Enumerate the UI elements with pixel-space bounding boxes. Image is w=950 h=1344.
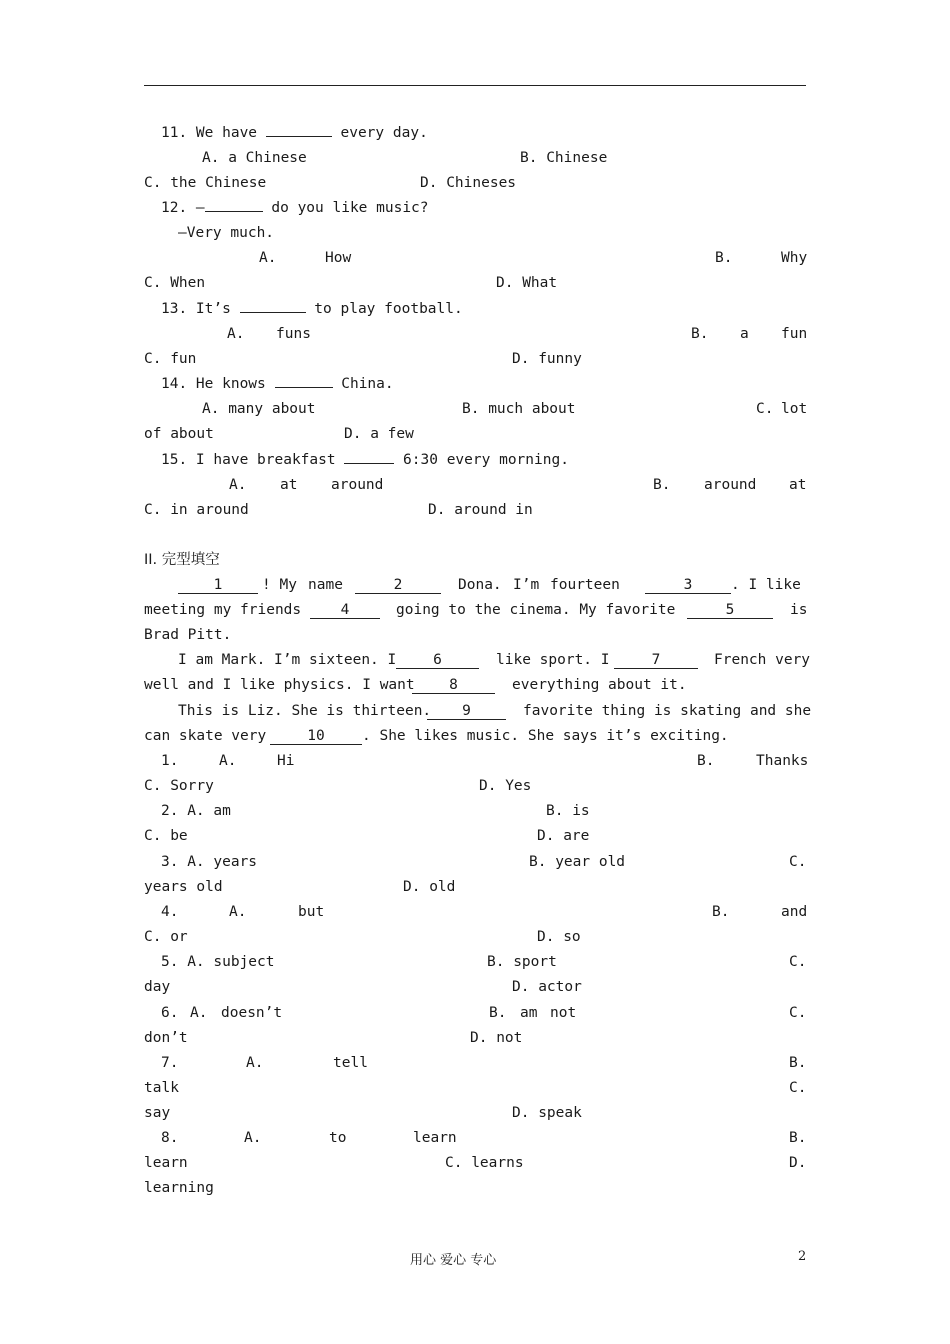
opt6-number: 6. (161, 1005, 179, 1021)
q11-option-c: C. the Chinese (144, 175, 267, 191)
opt7-b-text: talk (144, 1080, 179, 1096)
opt6-c-text: don’t (144, 1030, 188, 1046)
q13-option-b-text1: a (740, 326, 749, 342)
q11-stem: 11. We have every day. (161, 125, 428, 141)
opt3-a: 3. A. years (161, 854, 258, 870)
opt6-b-letter: B. (489, 1005, 507, 1021)
opt7-c-text: say (144, 1105, 171, 1121)
q15-option-a-letter: A. (229, 477, 247, 493)
opt7-c-letter: C. (789, 1080, 807, 1096)
header-rule (144, 85, 806, 86)
opt8-a-text1: to (329, 1130, 347, 1146)
opt6-a-letter: A. (190, 1005, 208, 1021)
opt5-d: D. actor (512, 979, 582, 995)
q13-option-a-text: funs (276, 326, 311, 342)
opt8-c: C. learns (445, 1155, 524, 1171)
q14-stem: 14. He knows China. (161, 376, 394, 392)
passage-blank-6: 6 (396, 651, 479, 669)
q12-option-b-letter: B. (715, 250, 733, 266)
passage-text: . I like (731, 577, 801, 593)
opt4-a-text: but (298, 904, 325, 920)
answer-blank (275, 387, 333, 388)
opt5-b: B. sport (487, 954, 557, 970)
passage-blank-3: 3 (645, 576, 731, 594)
q15-stem: 15. I have breakfast 6:30 every morning. (161, 452, 569, 468)
passage-text: . She likes music. She says it’s exciting. (362, 728, 729, 744)
passage-text: name (308, 577, 343, 593)
opt7-b-letter: B. (789, 1055, 807, 1071)
q13-option-a-letter: A. (227, 326, 245, 342)
passage-text: I am Mark. I’m sixteen. I (178, 652, 397, 668)
opt3-b: B. year old (529, 854, 626, 870)
opt2-d: D. are (537, 828, 590, 844)
q15-option-a-text2: around (331, 477, 384, 493)
q15-option-b-letter: B. (653, 477, 671, 493)
answer-blank (266, 136, 332, 137)
q15-option-c: C. in around (144, 502, 249, 518)
opt8-d-letter: D. (789, 1155, 807, 1171)
passage-text: favorite thing is skating and she (523, 703, 812, 719)
passage-blank-7: 7 (614, 651, 698, 669)
opt7-a-text: tell (333, 1055, 368, 1071)
opt1-c: C. Sorry (144, 778, 214, 794)
opt5-c-letter: C. (789, 954, 807, 970)
opt7-a-letter: A. (246, 1055, 264, 1071)
q14-option-d: D. a few (344, 426, 414, 442)
opt5-a: 5. A. subject (161, 954, 275, 970)
q15-option-b-text1: around (704, 477, 757, 493)
opt2-b: B. is (546, 803, 590, 819)
passage-text: Dona. (458, 577, 502, 593)
q12-option-c: C. When (144, 275, 206, 291)
passage-text: I’m (513, 577, 540, 593)
passage-text: This is Liz. She is thirteen. (178, 703, 432, 719)
q14-option-b: B. much about (462, 401, 576, 417)
page-number: 2 (798, 1249, 807, 1264)
passage-blank-8: 8 (412, 676, 495, 694)
q15-option-a-text1: at (280, 477, 298, 493)
opt8-b-text: learn (144, 1155, 188, 1171)
opt1-a-text: Hi (277, 753, 295, 769)
q15-option-d: D. around in (428, 502, 533, 518)
opt4-number: 4. (161, 904, 179, 920)
q13-stem: 13. It’s to play football. (161, 301, 463, 317)
opt5-c-text: day (144, 979, 171, 995)
section-heading: II. 完型填空 (144, 552, 220, 568)
q15-option-b-text2: at (789, 477, 807, 493)
opt6-b-text2: not (550, 1005, 577, 1021)
q12-option-d: D. What (496, 275, 558, 291)
passage-blank-10: 10 (270, 727, 362, 745)
opt1-b-text: Thanks (756, 753, 809, 769)
opt3-d: D. old (403, 879, 456, 895)
opt1-b-letter: B. (697, 753, 715, 769)
opt8-a-text2: learn (413, 1130, 457, 1146)
passage-text: ! My (262, 577, 297, 593)
opt8-number: 8. (161, 1130, 179, 1146)
passage-text: going to the cinema. My favorite (396, 602, 676, 618)
opt8-a-letter: A. (244, 1130, 262, 1146)
opt1-d: D. Yes (479, 778, 532, 794)
opt4-b-letter: B. (712, 904, 730, 920)
q14-option-c-letter: C. (756, 401, 774, 417)
q12-reply: —Very much. (178, 225, 275, 241)
q11-option-a: A. a Chinese (202, 150, 307, 166)
opt6-a-text: doesn’t (221, 1005, 283, 1021)
q11-option-b: B. Chinese (520, 150, 608, 166)
q12-option-b-text: Why (781, 250, 808, 266)
passage-text: is (790, 602, 808, 618)
passage-blank-5: 5 (687, 601, 773, 619)
q12-option-a-text: How (325, 250, 352, 266)
passage-text: fourteen (550, 577, 620, 593)
q13-option-d: D. funny (512, 351, 582, 367)
opt8-b-letter: B. (789, 1130, 807, 1146)
passage-blank-2: 2 (355, 576, 441, 594)
answer-blank (344, 463, 394, 464)
q12-stem: 12. — do you like music? (161, 200, 429, 216)
opt2-a: 2. A. am (161, 803, 231, 819)
q11-option-d: D. Chineses (420, 175, 517, 191)
q14-option-a: A. many about (202, 401, 316, 417)
passage-text: everything about it. (512, 677, 687, 693)
opt7-number: 7. (161, 1055, 179, 1071)
passage-blank-4: 4 (310, 601, 380, 619)
page-footer: 用心 爱心 专心 (410, 1253, 497, 1268)
q14-option-c-text2: of about (144, 426, 214, 442)
opt4-c: C. or (144, 929, 188, 945)
answer-blank (240, 312, 306, 313)
opt3-c-text: years old (144, 879, 223, 895)
opt4-a-letter: A. (229, 904, 247, 920)
opt2-c: C. be (144, 828, 188, 844)
answer-blank (205, 211, 263, 212)
passage-blank-1: 1 (178, 576, 258, 594)
opt7-d: D. speak (512, 1105, 582, 1121)
passage-text: Brad Pitt. (144, 627, 232, 643)
passage-text: French very (714, 652, 811, 668)
passage-text: meeting my friends (144, 602, 302, 618)
opt6-b-text1: am (520, 1005, 538, 1021)
opt3-c-letter: C. (789, 854, 807, 870)
passage-blank-9: 9 (427, 702, 506, 720)
opt6-d: D. not (470, 1030, 523, 1046)
opt4-d: D. so (537, 929, 581, 945)
q13-option-b-letter: B. (691, 326, 709, 342)
opt1-a-letter: A. (219, 753, 237, 769)
q14-option-c-text1: lot (781, 401, 808, 417)
passage-text: like sport. I (496, 652, 610, 668)
opt8-d-text: learning (144, 1180, 214, 1196)
opt6-c-letter: C. (789, 1005, 807, 1021)
q13-option-c: C. fun (144, 351, 197, 367)
opt1-number: 1. (161, 753, 179, 769)
q13-option-b-text2: fun (781, 326, 808, 342)
passage-text: well and I like physics. I want (144, 677, 415, 693)
q12-option-a-letter: A. (259, 250, 277, 266)
opt4-b-text: and (781, 904, 808, 920)
passage-text: can skate very (144, 728, 267, 744)
